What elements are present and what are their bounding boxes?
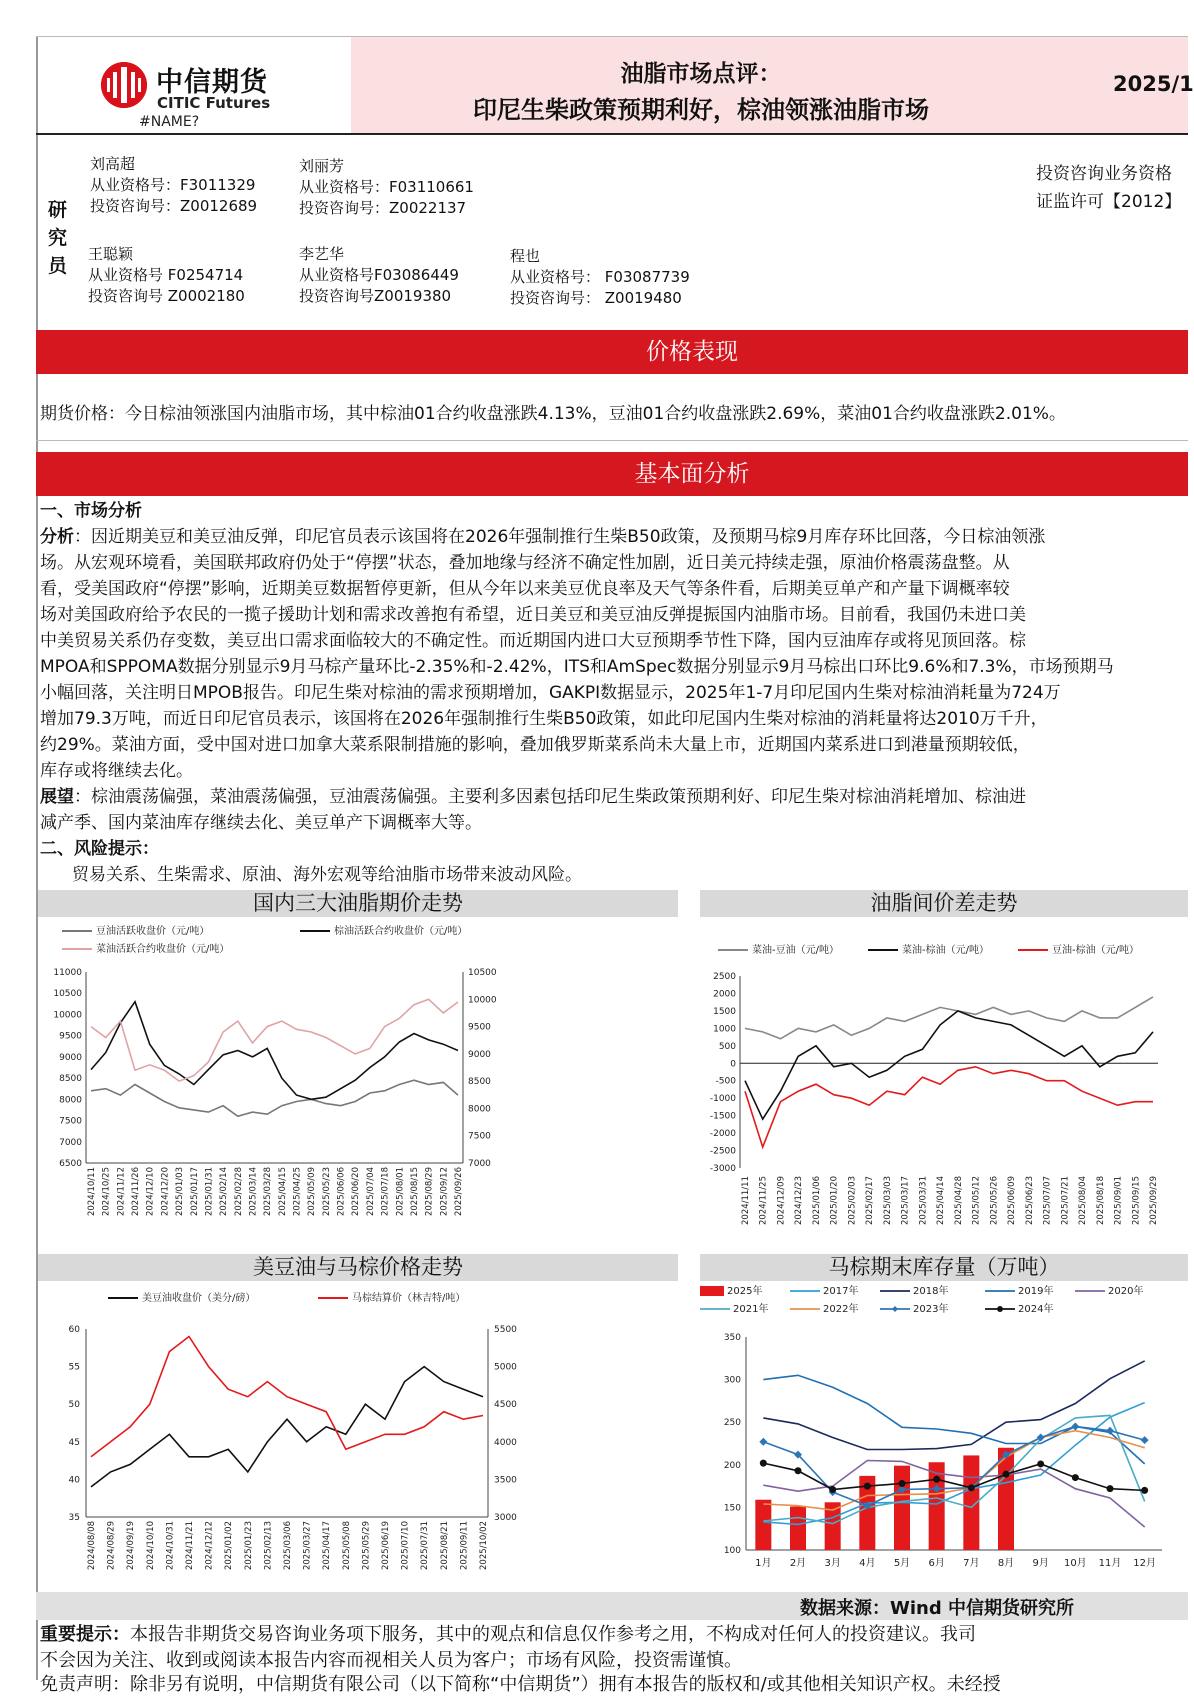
- analysis-line: 增加79.3万吨，而近日印尼官员表示，该国将在2026年强制推行生柴B50政策，如此印尼国内生柴对棕油的消耗量将达2010万千升，: [40, 709, 1048, 729]
- risk-text: 贸易关系、生柴需求、原油、海外宏观等给油脂市场带来波动风险。: [72, 865, 582, 885]
- x-tick-label: 2024/12/09: [776, 1176, 787, 1225]
- x-tick-label: 2025/09/26: [454, 1167, 464, 1216]
- x-tick-label: 2025/02/28: [233, 1167, 244, 1216]
- y-tick-label: 9500: [59, 1031, 82, 1042]
- series-line: [745, 1067, 1153, 1147]
- point-marker: [1071, 1422, 1079, 1430]
- x-tick-label: 2024/11/12: [116, 1167, 127, 1216]
- y-tick-label: 0: [730, 1059, 736, 1070]
- report-title-line2: 印尼生柴政策预期利好，棕油领涨油脂市场: [473, 96, 929, 124]
- analyst-license: 从业资格号：F03110661: [299, 178, 474, 196]
- x-tick-label: 2024/10/11: [87, 1167, 97, 1216]
- y-tick-label: -1500: [709, 1111, 736, 1122]
- analyst-card: [90, 154, 257, 217]
- analyst-card: [510, 246, 690, 309]
- license-line2: 证监许可【2012】: [1036, 192, 1182, 212]
- y-tick-label: 300: [723, 1375, 741, 1386]
- y-tick-label: 7500: [468, 1131, 491, 1142]
- analyst-name: 刘高超: [90, 155, 136, 173]
- x-tick-label: 2025/01/02: [224, 1521, 235, 1570]
- chart-title: 油脂间价差走势: [700, 890, 1188, 917]
- y-tick-label: 9500: [468, 1022, 491, 1033]
- y-tick-label: -500: [715, 1076, 736, 1087]
- legend-marker: [892, 1306, 898, 1312]
- x-tick-label: 2024/11/26: [131, 1167, 142, 1216]
- point-marker: [899, 1480, 906, 1487]
- x-tick-label: 2024/12/12: [204, 1521, 215, 1570]
- legend-marker: [997, 1306, 1003, 1312]
- legend-label: 2024年: [1018, 1304, 1054, 1315]
- y-tick-label: 8500: [468, 1077, 491, 1088]
- point-marker: [759, 1438, 767, 1446]
- x-tick-label: 2025/04/25: [292, 1167, 303, 1216]
- x-tick-label: 2025/05/09: [307, 1167, 318, 1216]
- y-tick-label: 200: [723, 1460, 741, 1471]
- x-tick-label: 2025/09/11: [459, 1521, 470, 1570]
- x-tick-label: 2025/02/14: [219, 1167, 230, 1216]
- x-tick-label: 2025/08/01: [395, 1167, 406, 1216]
- y-tick-label: -3000: [709, 1164, 736, 1174]
- x-tick-label: 2025/05/08: [341, 1521, 352, 1570]
- x-tick-label: 2024/11/11: [741, 1176, 751, 1225]
- data-source: 数据来源：Wind 中信期货研究所: [800, 1598, 1074, 1619]
- x-tick-label: 2024/11/21: [185, 1521, 195, 1570]
- x-tick-label: 2025/03/06: [283, 1521, 293, 1570]
- point-marker: [968, 1484, 975, 1491]
- analysis-line: 约29%。菜油方面，受中国对进口加拿大菜系限制措施的影响，叠加俄罗斯菜系尚未大量上市，近期国内菜系进口到港量预期较低，: [40, 735, 1030, 755]
- bar: [929, 1462, 945, 1550]
- point-marker: [1003, 1471, 1010, 1478]
- analyst-license: 从业资格号 F0254714: [88, 266, 244, 284]
- y-tick-label: 7000: [468, 1159, 491, 1169]
- analyst-name: 程也: [510, 247, 541, 265]
- y-tick-label: 3500: [494, 1475, 517, 1486]
- heading-market-analysis: 一、市场分析: [40, 501, 142, 521]
- y-tick-label: 150: [723, 1503, 741, 1514]
- x-tick-label: 2024/11/25: [758, 1176, 769, 1225]
- y-tick-label: -2000: [709, 1129, 736, 1140]
- analysis-line: 场对美国政府给予农民的一揽子援助计划和需求改善抱有希望，近日美豆和美豆油反弹提振国内油脂市场。目前看，我国仍未进口美: [40, 605, 1026, 625]
- y-tick-label: 350: [723, 1333, 741, 1343]
- outlook-line: ：棕油震荡偏强，菜油震荡偏强，豆油震荡偏强。主要利多因素包括印尼生柴政策预期利好、印尼生柴对棕油消耗增加、棕油进: [74, 787, 1026, 807]
- analysis-line: MPOA和SPPOMA数据分别显示9月马棕产量环比-2.35%和-2.42%，ITS和AmSpec数据分别显示9月马棕出口环比9.6%和7.3%，市场预期马: [40, 657, 1114, 677]
- x-tick-label: 2025/08/15: [409, 1167, 420, 1216]
- x-tick-label: 2025/04/17: [322, 1521, 333, 1570]
- x-tick-label: 2025/06/19: [381, 1521, 391, 1570]
- y-tick-label: 2500: [713, 972, 736, 982]
- series-line: [91, 1002, 458, 1100]
- y-tick-label: 500: [718, 1041, 736, 1052]
- legend-label: 2019年: [1018, 1286, 1054, 1297]
- y-tick-label: -2500: [709, 1146, 736, 1157]
- x-tick-label: 2024/10/31: [165, 1521, 176, 1570]
- chart-us-soyoil-palm: [38, 1282, 517, 1592]
- x-tick-label: 2025/06/06: [336, 1167, 347, 1216]
- point-marker: [795, 1467, 802, 1474]
- analysis-line: ：因近期美豆和美豆油反弹，印尼官员表示该国将在2026年强制推行生柴B50政策，及预期马棕9月库存环比回落，今日棕油领涨: [74, 527, 1046, 547]
- header-rule: [36, 133, 1188, 135]
- series-line: [91, 1337, 483, 1457]
- section-title: 基本面分析: [634, 461, 750, 487]
- chart-palm-stocks: [700, 1282, 1188, 1592]
- chart-oil-spreads: [700, 918, 1188, 1250]
- point-marker: [1141, 1487, 1148, 1494]
- y-tick-label: 10500: [468, 968, 497, 978]
- x-tick-label: 2025/01/03: [175, 1167, 186, 1216]
- analyst-license: 从业资格号：F3011329: [90, 176, 256, 194]
- point-marker: [1107, 1485, 1114, 1492]
- y-tick-label: 8000: [468, 1104, 491, 1115]
- x-tick-label: 10月: [1063, 1558, 1087, 1569]
- y-tick-label: 8500: [59, 1074, 82, 1085]
- y-tick-label: 55: [68, 1362, 80, 1373]
- series-line: [763, 1427, 1144, 1506]
- x-tick-label: 2025/03/03: [882, 1176, 893, 1225]
- x-tick-label: 8月: [997, 1558, 1015, 1569]
- x-tick-label: 6月: [928, 1558, 945, 1569]
- y-tick-label: 7500: [59, 1116, 82, 1127]
- analysis-line: 中美贸易关系仍存变数，美豆出口需求面临较大的不确定性。而近期国内进口大豆预期季节性下降，国内豆油库存或将见顶回落。棕: [40, 631, 1026, 651]
- x-tick-label: 2025/07/07: [1042, 1176, 1053, 1225]
- x-tick-label: 12月: [1133, 1558, 1157, 1569]
- x-tick-label: 2024/10/10: [145, 1521, 156, 1570]
- notice-line: [40, 1622, 976, 1648]
- series-line: [763, 1375, 1144, 1464]
- bar: [755, 1500, 771, 1550]
- x-tick-label: 5月: [893, 1558, 911, 1569]
- legend-label: 2022年: [823, 1304, 859, 1315]
- analyst-name: 刘丽芳: [299, 157, 345, 175]
- series-line: [745, 1011, 1153, 1119]
- x-tick-label: 2025/05/29: [361, 1521, 372, 1570]
- y-tick-label: -1000: [709, 1094, 736, 1105]
- y-tick-label: 9000: [468, 1049, 491, 1060]
- legend-label: 2018年: [913, 1286, 949, 1297]
- chart-domestic-oil-prices: [38, 918, 508, 1250]
- x-tick-label: 2025/07/04: [365, 1167, 376, 1216]
- point-marker: [1106, 1427, 1114, 1435]
- legend-label: 菜油-棕油（元/吨）: [902, 945, 989, 956]
- analyst-consult: 投资咨询号： Z0019480: [510, 289, 682, 307]
- bar: [790, 1507, 806, 1550]
- y-tick-label: 1500: [713, 1006, 736, 1017]
- analyst-license: 从业资格号： F03087739: [510, 268, 690, 286]
- legend-label: 美豆油收盘价（美分/磅）: [142, 1293, 256, 1304]
- x-tick-label: 2025/07/18: [380, 1167, 391, 1216]
- analyst-name: 李艺华: [299, 245, 345, 263]
- analyst-consult: 投资咨询号：Z0022137: [299, 199, 467, 217]
- analyst-license: 从业资格号F03086449: [299, 266, 459, 284]
- y-tick-label: 4000: [494, 1437, 517, 1448]
- analysis-line: 看，受美国政府“停摆”影响，近期美豆数据暂停更新，但从今年以来美豆优良率及天气等条件看，后期美豆单产和产量下调概率较: [40, 579, 1010, 599]
- logo-name-error: #NAME?: [139, 114, 200, 130]
- legend-label: 2025年: [727, 1286, 763, 1297]
- y-tick-label: 5000: [494, 1362, 517, 1373]
- heading-risk: 二、风险提示：: [40, 839, 159, 859]
- y-tick-label: 60: [68, 1325, 80, 1335]
- x-tick-label: 2025/07/21: [1060, 1176, 1071, 1225]
- y-tick-label: 11000: [53, 968, 82, 978]
- y-tick-label: 45: [68, 1437, 80, 1448]
- x-tick-label: 2025/09/29: [1149, 1176, 1159, 1225]
- y-tick-label: 2000: [713, 989, 736, 1000]
- section-title: 价格表现: [646, 339, 738, 365]
- y-tick-label: 7000: [59, 1137, 82, 1148]
- x-tick-label: 2025/09/15: [1131, 1176, 1142, 1225]
- x-tick-label: 2025/05/12: [971, 1176, 982, 1225]
- analysis-paragraph: [40, 524, 1188, 888]
- series-line: [763, 1403, 1144, 1525]
- x-tick-label: 2025/07/10: [400, 1521, 411, 1570]
- analyst-name: 王聪颖: [88, 245, 134, 263]
- x-tick-label: 2025/04/28: [953, 1176, 964, 1225]
- legend-swatch: [700, 1286, 724, 1296]
- notice-text: 本报告非期货交易咨询业务项下服务，其中的观点和信息仅作参考之用，不构成对任何人的投资建议。我司: [130, 1624, 976, 1645]
- y-tick-label: 50: [68, 1400, 80, 1411]
- chart-title: 马棕期末库存量（万吨）: [700, 1254, 1188, 1281]
- point-marker: [760, 1460, 767, 1467]
- point-marker: [829, 1486, 836, 1493]
- legend-label: 豆油-棕油（元/吨）: [1052, 945, 1139, 956]
- y-tick-label: 6500: [59, 1159, 82, 1169]
- x-tick-label: 2024/12/23: [794, 1176, 805, 1225]
- chart-title: 美豆油与马棕价格走势: [38, 1254, 678, 1281]
- x-tick-label: 4月: [859, 1558, 876, 1569]
- y-tick-label: 10500: [53, 989, 82, 1000]
- point-marker: [1037, 1460, 1044, 1467]
- analyst-consult: 投资咨询号：Z0012689: [90, 197, 258, 215]
- x-tick-label: 2024/12/20: [160, 1167, 171, 1216]
- x-tick-label: 2025/02/13: [263, 1521, 274, 1570]
- y-tick-label: 100: [723, 1546, 741, 1556]
- y-tick-label: 1000: [713, 1024, 736, 1035]
- x-tick-label: 2025/08/21: [439, 1521, 450, 1570]
- y-tick-label: 9000: [59, 1052, 82, 1063]
- x-tick-label: 2025/01/06: [811, 1176, 822, 1225]
- x-tick-label: 2025/08/29: [424, 1167, 435, 1216]
- logo-chinese-name: 中信期货: [156, 67, 268, 98]
- x-tick-label: 9月: [1032, 1558, 1049, 1569]
- x-tick-label: 2025/08/18: [1095, 1176, 1106, 1225]
- analysis-line: 场。从宏观环境看，美国联邦政府仍处于“停摆”状态，叠加地缘与经济不确定性加剧，近日美元持续走强，原油价格震荡盘整。从: [40, 553, 1010, 573]
- x-tick-label: 7月: [963, 1558, 980, 1569]
- x-tick-label: 2025/04/15: [277, 1167, 288, 1216]
- x-tick-label: 2025/02/03: [847, 1176, 858, 1225]
- y-tick-label: 8000: [59, 1095, 82, 1106]
- outlook-line: 减产季、国内菜油库存继续去化、美豆单产下调概率大等。: [40, 813, 482, 833]
- x-tick-label: 2025/05/23: [321, 1167, 332, 1216]
- x-tick-label: 2月: [789, 1558, 807, 1569]
- section-header-fundamental: [36, 452, 1188, 496]
- x-tick-label: 2025/03/14: [248, 1167, 259, 1216]
- legend-label: 豆油活跃收盘价（元/吨）: [96, 926, 210, 937]
- y-tick-label: 3000: [494, 1513, 517, 1523]
- section-header-price: [36, 330, 1188, 374]
- legend-label: 2017年: [823, 1286, 859, 1297]
- legend-label: 2023年: [913, 1304, 949, 1315]
- series-line: [763, 1431, 1144, 1510]
- x-tick-label: 2024/12/10: [145, 1167, 156, 1216]
- analysis-label: 分析: [40, 527, 74, 547]
- notice-label: 重要提示：: [40, 1624, 130, 1645]
- report-title-line1: 油脂市场点评：: [620, 61, 782, 87]
- point-marker: [933, 1476, 940, 1483]
- x-tick-label: 2025/01/23: [243, 1521, 254, 1570]
- legend-label: 棕油活跃合约收盘价（元/吨）: [334, 926, 468, 937]
- analyst-consult: 投资咨询号Z0019380: [299, 287, 452, 305]
- legend-label: 马棕结算价（林吉特/吨）: [352, 1293, 466, 1304]
- x-tick-label: 2025/01/17: [189, 1167, 200, 1216]
- analysis-line: 小幅回落，关注明日MPOB报告。印尼生柴对棕油的需求预期增加，GAKPI数据显示，2025年1-7月印尼国内生柴对棕油消耗量为724万: [40, 683, 1061, 703]
- outlook-label: 展望: [40, 787, 74, 807]
- x-tick-label: 2025/07/31: [420, 1521, 431, 1570]
- disclaimer-line: 免责声明：除非另有说明，中信期货有限公司（以下简称“中信期货”）拥有本报告的版权和/或其他相关知识产权。未经授: [40, 1674, 1001, 1695]
- legend-label: 2021年: [733, 1304, 769, 1315]
- y-tick-label: 5500: [494, 1325, 517, 1335]
- price-text: 期货价格：今日棕油领涨国内油脂市场，其中棕油01合约收盘涨跌4.13%，豆油01合约收盘涨跌2.69%，菜油01合约收盘涨跌2.01%。: [40, 404, 1066, 424]
- point-marker: [864, 1483, 871, 1490]
- analyst-consult: 投资咨询号 Z0002180: [88, 287, 245, 305]
- point-marker: [1141, 1436, 1149, 1444]
- analysis-line: 库存或将继续去化。: [40, 761, 193, 781]
- point-marker: [1072, 1474, 1079, 1481]
- logo-english-name: CITIC Futures: [157, 94, 271, 112]
- citic-logo-icon: [101, 62, 147, 108]
- x-tick-label: 2025/05/26: [989, 1176, 1000, 1225]
- series-line: [91, 1080, 458, 1116]
- x-tick-label: 2025/06/23: [1024, 1176, 1035, 1225]
- y-tick-label: 35: [68, 1513, 80, 1523]
- license-info: [1036, 160, 1181, 216]
- x-tick-label: 11月: [1098, 1558, 1122, 1569]
- notice-line: 不会因为关注、收到或阅读本报告内容而视相关人员为客户；市场有风险，投资需谨慎。: [40, 1650, 742, 1671]
- report-date: 2025/1: [1113, 72, 1194, 96]
- x-tick-label: 2025/01/20: [829, 1176, 840, 1225]
- legend-label: 菜油-豆油（元/吨）: [752, 945, 839, 956]
- x-tick-label: 2024/08/08: [87, 1521, 97, 1570]
- x-tick-label: 2025/01/31: [204, 1167, 215, 1216]
- legend-label: 菜油活跃合约收盘价（元/吨）: [96, 944, 230, 955]
- x-tick-label: 2025/09/01: [1113, 1176, 1124, 1225]
- x-tick-label: 2025/04/14: [936, 1176, 947, 1225]
- analyst-card: [299, 156, 474, 219]
- x-tick-label: 2025/03/17: [900, 1176, 911, 1225]
- divider: [36, 440, 1188, 441]
- y-tick-label: 4500: [494, 1400, 517, 1411]
- x-tick-label: 2025/06/20: [351, 1167, 362, 1216]
- y-tick-label: 10000: [468, 995, 497, 1006]
- x-tick-label: 2025/03/27: [302, 1521, 313, 1570]
- x-tick-label: 2025/02/17: [865, 1176, 876, 1225]
- y-tick-label: 250: [723, 1418, 741, 1429]
- x-tick-label: 2025/09/12: [439, 1167, 450, 1216]
- legend-label: 2020年: [1108, 1286, 1144, 1297]
- analysts-label: 研究员: [48, 199, 68, 277]
- x-tick-label: 2024/10/25: [101, 1167, 112, 1216]
- series-line: [763, 1461, 1144, 1528]
- analyst-card: [299, 244, 459, 307]
- x-tick-label: 2025/03/31: [918, 1176, 929, 1225]
- x-tick-label: 2025/08/04: [1078, 1176, 1089, 1225]
- license-line1: 投资咨询业务资格: [1036, 164, 1172, 184]
- series-line: [763, 1463, 1144, 1490]
- point-marker: [1037, 1434, 1045, 1442]
- x-tick-label: 2025/06/09: [1007, 1176, 1018, 1225]
- chart-title: 国内三大油脂期价走势: [38, 890, 678, 917]
- x-tick-label: 2025/03/28: [263, 1167, 274, 1216]
- x-tick-label: 3月: [824, 1558, 841, 1569]
- x-tick-label: 2025/10/02: [479, 1521, 489, 1570]
- x-tick-label: 1月: [755, 1558, 772, 1569]
- bar: [894, 1466, 910, 1550]
- y-tick-label: 10000: [53, 1010, 82, 1021]
- x-tick-label: 2024/09/19: [126, 1521, 137, 1570]
- analyst-card: [88, 244, 245, 307]
- x-tick-label: 2024/08/29: [106, 1521, 117, 1570]
- y-tick-label: 40: [68, 1475, 80, 1486]
